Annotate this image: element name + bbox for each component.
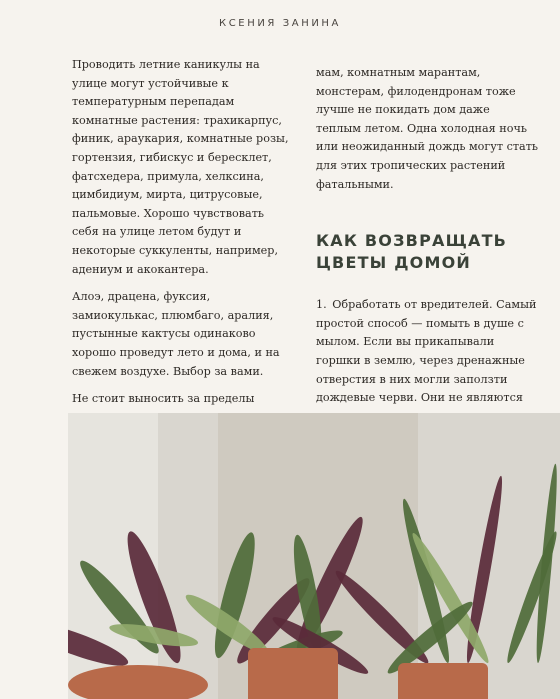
paragraph: Не стоит выносить за пределы — [72, 392, 255, 406]
section-heading-line: ЦВЕТЫ ДОМОЙ — [316, 253, 471, 273]
section-heading — [316, 230, 538, 274]
plant-pot — [398, 663, 488, 699]
paragraph: Алоэ, драцена, фуксия, замиокулькас, плюмбаго, аралия, пустынные кактусы одинаково хорошо проведут лето и дома, и на свежем воздухе. Выбор за вами. — [72, 290, 280, 378]
paragraph-continuation: мам, комнатным марантам, монстерам, филодендронам тоже лучше не покидать дом даже теплым летом. Одна холодная ночь или неожиданный дождь могут стать для этих тропических растений фатальными. — [316, 66, 539, 191]
running-head: КСЕНИЯ ЗАНИНА — [219, 18, 341, 29]
list-item-text: Обработать от вредителей. Самый простой способ — помыть в душе с мылом. Если вы прикапывали горшки в землю, через дренажные отверстия в них могли заползти дождевые черви. Они не являются — [316, 298, 537, 405]
section-heading-line: КАК ВОЗВРАЩАТЬ — [316, 231, 508, 251]
plants-photo — [68, 413, 560, 699]
list-number: 1. — [316, 298, 327, 312]
right-column — [316, 64, 538, 464]
plants-illustration — [68, 413, 560, 699]
plant-pot — [248, 648, 338, 699]
paragraph: Проводить летние каникулы на улице могут устойчивые к температурным перепадам комнатные растения: трахикарпус, финик, араукария, комнатные розы, гортензия, гибискус и бересклет, фатсхедера, примула, хелксина, цимбидиум, мирта, цитрусовые, пальмовые. Хорошо чувствовать себя на улице летом будут и некоторые суккуленты, например, адениум и акокантера. — [72, 58, 289, 276]
